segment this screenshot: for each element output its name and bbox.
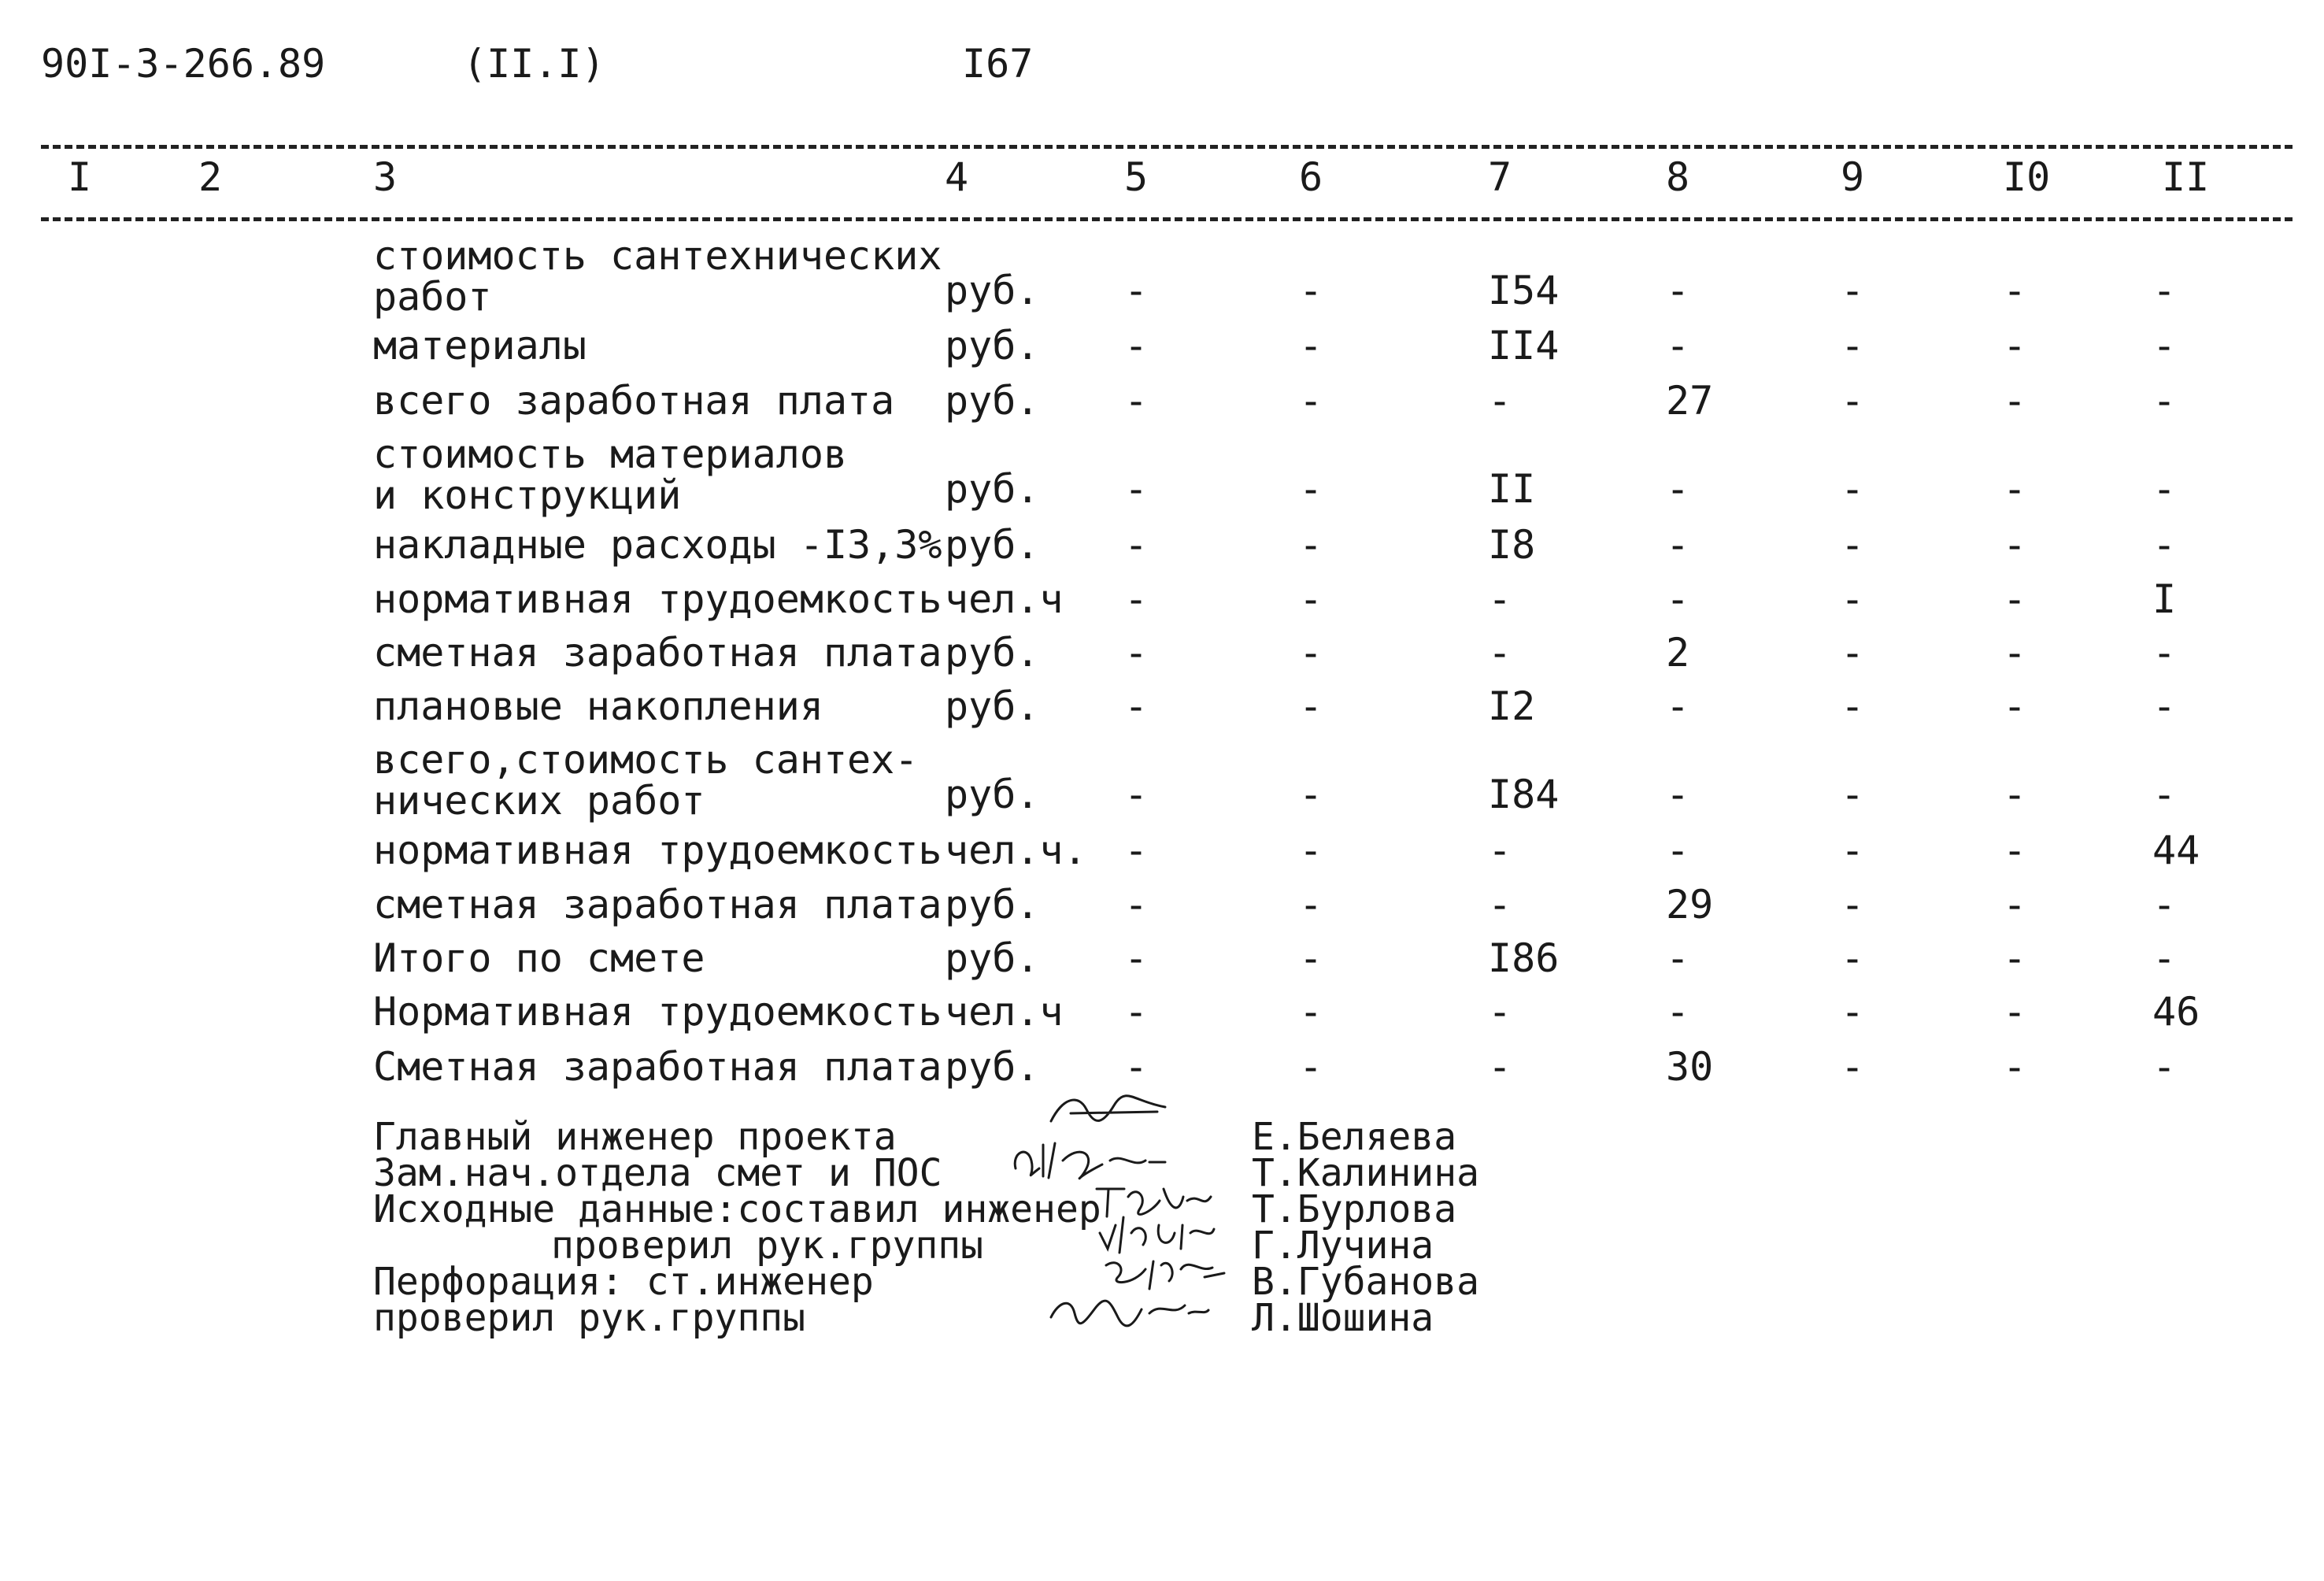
description-line: материалы xyxy=(373,323,587,368)
column-number: 3 xyxy=(373,154,398,200)
row-description xyxy=(373,989,942,1035)
row-value-c5: - xyxy=(1124,378,1149,424)
row-value-c5: - xyxy=(1124,630,1149,676)
row-value-c11: - xyxy=(2152,772,2177,817)
row-value-c8: - xyxy=(1666,772,1690,817)
row-value-c10: - xyxy=(2003,683,2027,729)
row-value-c10: - xyxy=(2003,378,2027,424)
row-description xyxy=(373,935,705,981)
description-line: нормативная трудоемкость xyxy=(373,576,942,622)
row-value-c7: - xyxy=(1488,630,1512,676)
row-value-c7: I86 xyxy=(1488,935,1560,981)
row-value-c6: - xyxy=(1299,828,1323,873)
row-value-c9: - xyxy=(1841,989,1865,1035)
row-value-c5: - xyxy=(1124,683,1149,729)
row-value-c6: - xyxy=(1299,466,1323,512)
row-value-c9: - xyxy=(1841,466,1865,512)
row-value-c8: - xyxy=(1666,268,1690,313)
row-description xyxy=(373,431,848,518)
row-value-c10: - xyxy=(2003,630,2027,676)
column-number: 6 xyxy=(1299,154,1323,200)
row-value-c9: - xyxy=(1841,630,1865,676)
row-value-c11: - xyxy=(2152,378,2177,424)
row-unit: руб. xyxy=(945,683,1040,729)
row-value-c10: - xyxy=(2003,522,2027,568)
row-value-c11: - xyxy=(2152,1044,2177,1090)
row-value-c7: - xyxy=(1488,828,1512,873)
row-unit: руб. xyxy=(945,630,1040,676)
row-description xyxy=(373,576,942,622)
signatory-name: Т.Калинина xyxy=(1252,1151,1479,1195)
row-value-c6: - xyxy=(1299,1044,1323,1090)
description-line: сметная заработная плата xyxy=(373,882,942,927)
row-value-c8: - xyxy=(1666,828,1690,873)
row-description xyxy=(373,1044,942,1090)
table-top-rule xyxy=(41,145,2293,149)
row-value-c11: - xyxy=(2152,466,2177,512)
row-value-c7: - xyxy=(1488,378,1512,424)
row-value-c7: - xyxy=(1488,989,1512,1035)
row-value-c9: - xyxy=(1841,683,1865,729)
row-value-c6: - xyxy=(1299,989,1323,1035)
row-unit: руб. xyxy=(945,268,1040,313)
signatory-role: Главный инженер проекта xyxy=(373,1115,897,1159)
signatory-role: Перфорация: ст.инженер xyxy=(373,1260,874,1304)
row-value-c5: - xyxy=(1124,828,1149,873)
column-number: I xyxy=(68,154,92,200)
description-line: и конструкций xyxy=(373,472,682,518)
row-value-c11: I xyxy=(2152,576,2177,622)
row-value-c8: - xyxy=(1666,323,1690,368)
row-description xyxy=(373,378,895,424)
row-value-c7: I8 xyxy=(1488,522,1536,568)
row-description xyxy=(373,828,942,873)
column-number: 7 xyxy=(1488,154,1512,200)
row-value-c11: 44 xyxy=(2152,828,2200,873)
description-line: работ xyxy=(373,274,492,320)
signatory-name: Г.Лучина xyxy=(1252,1224,1434,1268)
column-number: 5 xyxy=(1124,154,1149,200)
description-line: Сметная заработная плата xyxy=(373,1044,942,1090)
description-line: всего заработная плата xyxy=(373,378,895,424)
row-description xyxy=(373,683,823,729)
row-value-c11: 46 xyxy=(2152,989,2200,1035)
row-value-c8: - xyxy=(1666,683,1690,729)
row-value-c8: - xyxy=(1666,522,1690,568)
row-value-c11: - xyxy=(2152,935,2177,981)
row-value-c5: - xyxy=(1124,1044,1149,1090)
signatory-role: Зам.нач.отдела смет и ПОС xyxy=(373,1151,942,1195)
description-line: нормативная трудоемкость xyxy=(373,828,942,873)
description-line: нических работ xyxy=(373,778,705,824)
row-value-c9: - xyxy=(1841,323,1865,368)
row-value-c7: II4 xyxy=(1488,323,1560,368)
row-value-c7: I2 xyxy=(1488,683,1536,729)
row-value-c8: 27 xyxy=(1666,378,1714,424)
row-value-c11: - xyxy=(2152,683,2177,729)
column-number: 8 xyxy=(1666,154,1690,200)
row-unit: руб. xyxy=(945,772,1040,817)
description-line: стоимость сантехнических xyxy=(373,233,942,279)
row-value-c5: - xyxy=(1124,576,1149,622)
row-unit: руб. xyxy=(945,882,1040,927)
column-number: II xyxy=(2162,154,2210,200)
row-value-c10: - xyxy=(2003,1044,2027,1090)
row-description xyxy=(373,630,942,676)
row-value-c9: - xyxy=(1841,935,1865,981)
row-value-c6: - xyxy=(1299,935,1323,981)
row-value-c6: - xyxy=(1299,683,1323,729)
row-value-c9: - xyxy=(1841,772,1865,817)
row-value-c7: - xyxy=(1488,576,1512,622)
row-value-c6: - xyxy=(1299,323,1323,368)
row-value-c9: - xyxy=(1841,828,1865,873)
row-value-c5: - xyxy=(1124,772,1149,817)
row-unit: руб. xyxy=(945,466,1040,512)
row-value-c10: - xyxy=(2003,576,2027,622)
row-value-c6: - xyxy=(1299,882,1323,927)
row-value-c5: - xyxy=(1124,466,1149,512)
row-value-c5: - xyxy=(1124,323,1149,368)
row-value-c7: I54 xyxy=(1488,268,1560,313)
signatory-role: проверил рук.группы xyxy=(551,1224,984,1268)
row-value-c11: - xyxy=(2152,882,2177,927)
signatory-role: Исходные данные:составил инженер xyxy=(373,1187,1101,1231)
row-value-c10: - xyxy=(2003,989,2027,1035)
row-value-c6: - xyxy=(1299,576,1323,622)
row-value-c8: 2 xyxy=(1666,630,1690,676)
row-unit: чел.ч xyxy=(945,989,1064,1035)
row-value-c7: II xyxy=(1488,466,1536,512)
column-number: 9 xyxy=(1841,154,1865,200)
description-line: накладные расходы -I3,3% xyxy=(373,522,942,568)
row-unit: руб. xyxy=(945,323,1040,368)
description-line: всего,стоимость сантех- xyxy=(373,737,919,783)
page-number: I67 xyxy=(962,41,1034,87)
row-value-c9: - xyxy=(1841,576,1865,622)
row-value-c8: - xyxy=(1666,466,1690,512)
row-description xyxy=(373,233,942,320)
row-description xyxy=(373,522,942,568)
signatory-name: Л.Шошина xyxy=(1252,1296,1434,1340)
row-value-c5: - xyxy=(1124,268,1149,313)
row-unit: руб. xyxy=(945,522,1040,568)
row-value-c8: 30 xyxy=(1666,1044,1714,1090)
row-unit: руб. xyxy=(945,935,1040,981)
row-value-c7: - xyxy=(1488,1044,1512,1090)
table-header-rule xyxy=(41,217,2293,221)
row-value-c11: - xyxy=(2152,522,2177,568)
row-value-c10: - xyxy=(2003,323,2027,368)
row-value-c5: - xyxy=(1124,882,1149,927)
row-value-c8: - xyxy=(1666,935,1690,981)
row-description xyxy=(373,737,919,824)
row-value-c9: - xyxy=(1841,1044,1865,1090)
row-value-c11: - xyxy=(2152,630,2177,676)
description-line: Итого по смете xyxy=(373,935,705,981)
row-value-c6: - xyxy=(1299,268,1323,313)
row-value-c5: - xyxy=(1124,935,1149,981)
row-value-c9: - xyxy=(1841,522,1865,568)
row-value-c6: - xyxy=(1299,522,1323,568)
description-line: стоимость материалов xyxy=(373,431,848,477)
row-value-c11: - xyxy=(2152,268,2177,313)
row-unit: чел.ч. xyxy=(945,828,1087,873)
row-description xyxy=(373,882,942,927)
description-line: Нормативная трудоемкость xyxy=(373,989,942,1035)
row-value-c10: - xyxy=(2003,772,2027,817)
row-value-c8: - xyxy=(1666,576,1690,622)
row-value-c10: - xyxy=(2003,466,2027,512)
column-number: I0 xyxy=(2003,154,2051,200)
row-value-c6: - xyxy=(1299,630,1323,676)
row-description xyxy=(373,323,587,368)
row-unit: руб. xyxy=(945,378,1040,424)
handwritten-signature-icon xyxy=(1047,1282,1220,1337)
row-value-c10: - xyxy=(2003,828,2027,873)
row-value-c9: - xyxy=(1841,268,1865,313)
row-value-c8: - xyxy=(1666,989,1690,1035)
description-line: сметная заработная плата xyxy=(373,630,942,676)
signatory-name: В.Губанова xyxy=(1252,1260,1479,1304)
row-value-c9: - xyxy=(1841,882,1865,927)
description-line: плановые накопления xyxy=(373,683,823,729)
row-value-c8: 29 xyxy=(1666,882,1714,927)
column-number: 2 xyxy=(198,154,223,200)
row-value-c10: - xyxy=(2003,935,2027,981)
row-value-c7: - xyxy=(1488,882,1512,927)
column-number: 4 xyxy=(945,154,969,200)
row-unit: руб. xyxy=(945,1044,1040,1090)
row-value-c5: - xyxy=(1124,989,1149,1035)
row-value-c7: I84 xyxy=(1488,772,1560,817)
signatory-role: проверил рук.группы xyxy=(373,1296,806,1340)
section-number: (II.I) xyxy=(463,41,605,87)
document-code: 90I-3-266.89 xyxy=(41,41,326,87)
row-value-c5: - xyxy=(1124,522,1149,568)
row-unit: чел.ч xyxy=(945,576,1064,622)
signatory-name: Е.Беляева xyxy=(1252,1115,1457,1159)
row-value-c6: - xyxy=(1299,772,1323,817)
signatory-name: Т.Бурлова xyxy=(1252,1187,1457,1231)
row-value-c6: - xyxy=(1299,378,1323,424)
row-value-c11: - xyxy=(2152,323,2177,368)
row-value-c10: - xyxy=(2003,268,2027,313)
row-value-c10: - xyxy=(2003,882,2027,927)
row-value-c9: - xyxy=(1841,378,1865,424)
